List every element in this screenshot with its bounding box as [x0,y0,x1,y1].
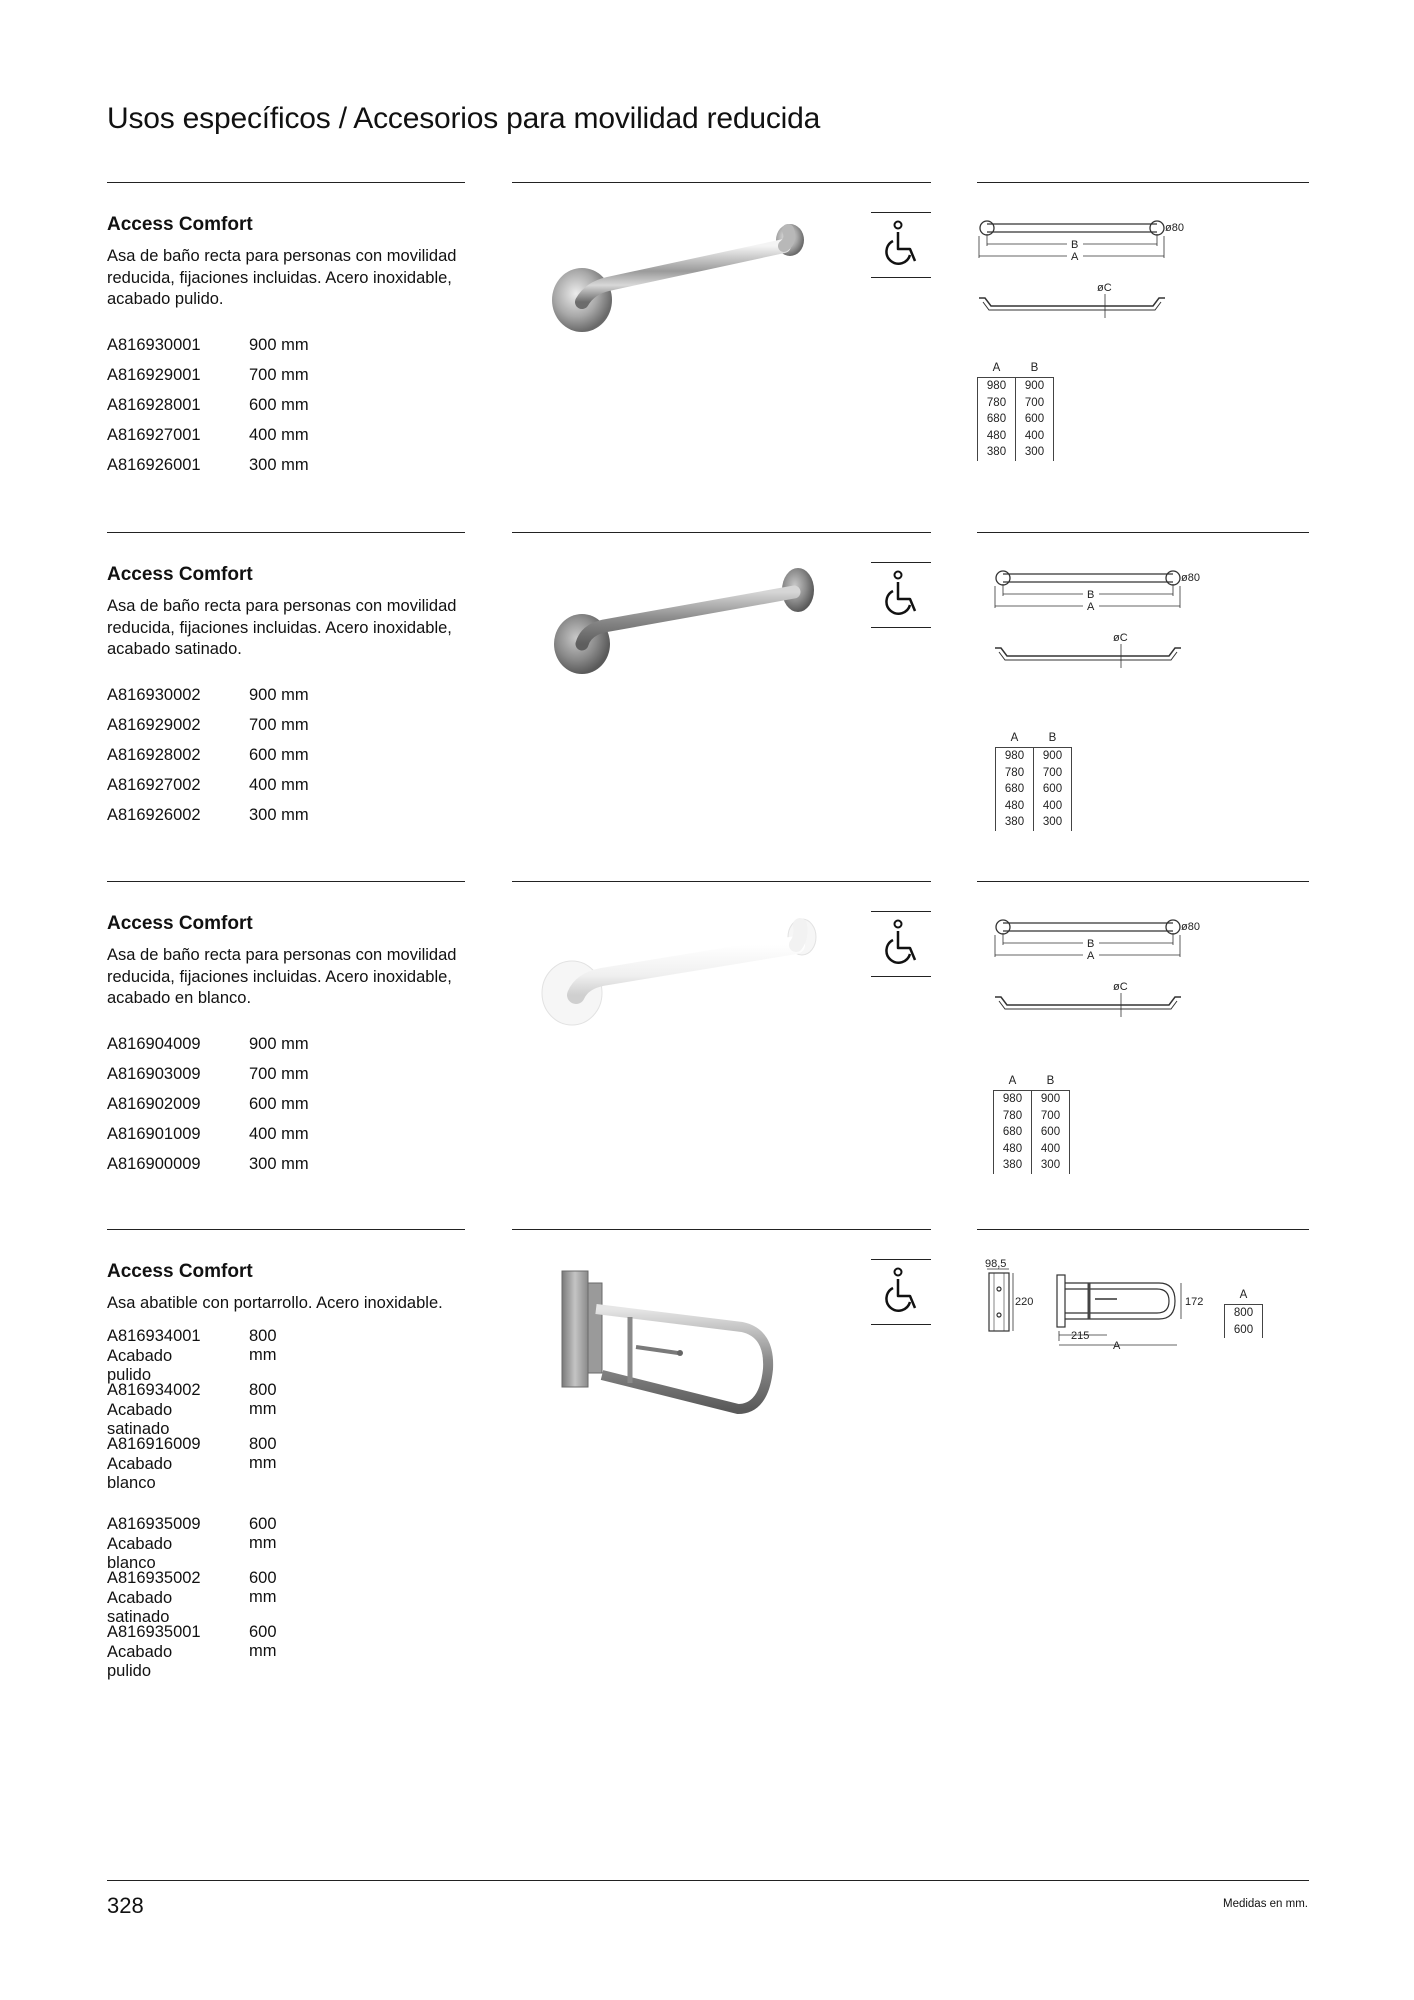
dim-b-value: 900 [1034,748,1072,765]
dim-label-dc: øC [1113,632,1128,644]
code-row [107,390,309,420]
dim-b-value: 400 [1034,798,1072,815]
product-size: 900 mm [249,1034,309,1053]
product-code: A816928001 [107,395,201,414]
page-number: 328 [107,1893,144,1918]
code-row [107,420,309,450]
dim-b-value: 900 [1016,378,1054,395]
product-size: 400 mm [249,425,309,444]
dim-b-value: 300 [1032,1157,1070,1174]
product-code: A816935001 [107,1623,201,1641]
dim-b-value: 700 [1016,395,1054,412]
dim-label-dc: øC [1113,981,1128,993]
product-code: A816928002 [107,745,201,764]
product-code: A816930001 [107,335,201,354]
code-row [107,330,309,360]
product-code: A816929001 [107,365,201,384]
product-description: Asa de baño recta para personas con movilidad reducida, fijaciones incluidas. Acero inoxidable, acabado satinado. [107,597,457,658]
col-a-header: A [1010,732,1019,744]
divider [107,182,465,183]
col-a-header: A [992,362,1001,374]
product-size: 700 mm [249,365,309,384]
divider [512,1229,931,1230]
product-section-3 [0,881,1414,1221]
code-row [107,1029,309,1059]
dim-a-value: 680 [996,781,1034,798]
divider [977,532,1309,533]
product-finish: Acabado satinado [107,1401,173,1438]
product-size: 900 mm [249,335,309,354]
col-a-header: A [1239,1289,1248,1301]
divider [512,182,931,183]
dim-label-a: A [1113,1340,1121,1352]
dim-label-offset: 215 [1071,1330,1090,1342]
accessibility-badge [871,1259,931,1325]
divider [512,881,931,882]
code-row [107,710,309,740]
product-size: 800 mm [249,1435,277,1472]
product-size: 600 mm [249,1515,277,1552]
code-row [107,1059,309,1089]
product-size: 600 mm [249,395,309,414]
accessibility-badge [871,212,931,278]
swing-up-bar-drawing [977,1259,1227,1359]
code-row [107,1149,309,1179]
product-name: Access Comfort [107,1261,253,1282]
product-code: A816901009 [107,1124,201,1143]
code-row [107,680,309,710]
product-description: Asa de baño recta para personas con movilidad reducida, fijaciones incluidas. Acero inoxidable, acabado pulido. [107,247,457,308]
divider [512,532,931,533]
dim-label-b: B [1087,589,1095,601]
code-row [107,1089,309,1119]
product-code: A816926002 [107,805,201,824]
code-list [107,1029,309,1179]
dim-a-value: 380 [994,1157,1032,1174]
product-name: Access Comfort [107,913,253,934]
product-size: 300 mm [249,1154,309,1173]
product-finish: Acabado satinado [107,1589,173,1626]
dim-a-value: 980 [996,748,1034,765]
product-description: Asa abatible con portarrollo. Acero inoxidable. [107,1294,443,1312]
product-section-2 [0,532,1414,872]
product-code: A816927001 [107,425,201,444]
dim-label-b: B [1087,938,1095,950]
dim-b-value: 600 [1016,411,1054,428]
product-code: A816929002 [107,715,201,734]
product-finish: Acabado blanco [107,1455,173,1492]
code-list [107,680,309,830]
product-name: Access Comfort [107,564,253,585]
dimension-table [977,362,1054,461]
dimension-table-a [1224,1289,1263,1338]
dim-a-value: 480 [978,428,1016,445]
page-title: Usos específicos / Accesorios para movilidad reducida [107,102,821,135]
footer-divider [107,1880,1309,1881]
product-code: A816927002 [107,775,201,794]
grab-bar-drawing [993,568,1213,688]
product-size: 300 mm [249,455,309,474]
footer-note: Medidas en mm. [1222,1898,1308,1910]
dim-a-value: 980 [978,378,1016,395]
product-size: 300 mm [249,805,309,824]
divider [107,532,465,533]
code-row [107,740,309,770]
product-code: A816926001 [107,455,201,474]
product-size: 800 mm [249,1381,277,1418]
dim-a-value: 480 [996,798,1034,815]
dim-b-value: 600 [1032,1124,1070,1141]
product-finish: Acabado pulido [107,1643,173,1680]
dim-label-height: 220 [1015,1296,1034,1308]
product-size: 800 mm [249,1327,277,1364]
product-code: A816916009 [107,1435,201,1453]
code-row [107,450,309,480]
dim-b-value: 600 [1034,781,1072,798]
product-finish: Acabado blanco [107,1535,173,1572]
divider [977,1229,1309,1230]
dim-label-width: 98,5 [985,1259,1007,1270]
product-code: A816935009 [107,1515,201,1533]
dim-label-a: A [1087,950,1095,962]
dim-a-value: 480 [994,1141,1032,1158]
product-size: 600 mm [249,1569,277,1606]
dim-label-d80: ø80 [1181,921,1200,933]
product-description: Asa de baño recta para personas con movilidad reducida, fijaciones incluidas. Acero inoxidable, acabado en blanco. [107,946,457,1007]
wheelchair-icon [881,1266,921,1316]
dim-b-value: 700 [1032,1108,1070,1125]
dim-label-a: A [1087,601,1095,613]
dim-label-d80: ø80 [1165,222,1184,234]
dim-b-value: 300 [1016,444,1054,461]
code-row [107,360,309,390]
accessibility-badge [871,911,931,977]
wheelchair-icon [881,918,921,968]
dimension-table [995,732,1072,831]
dimension-table [993,1075,1070,1174]
product-code: A816900009 [107,1154,201,1173]
product-code: A816902009 [107,1094,201,1113]
product-size: 900 mm [249,685,309,704]
code-row [107,800,309,830]
dim-a-value: 680 [994,1124,1032,1141]
dim-label-b: B [1071,239,1079,251]
product-size: 600 mm [249,745,309,764]
grab-bar-satin-photo [512,552,852,702]
swing-up-grab-bar-photo [512,1269,852,1469]
product-size: 600 mm [249,1623,277,1660]
product-size: 400 mm [249,1124,309,1143]
dim-a-value: 800 [1225,1305,1263,1322]
grab-bar-drawing [993,917,1213,1037]
dim-label-depth: 172 [1185,1296,1204,1308]
product-code: A816903009 [107,1064,201,1083]
wheelchair-icon [881,219,921,269]
product-size: 600 mm [249,1094,309,1113]
dim-b-value: 400 [1016,428,1054,445]
product-section-4 [0,1229,1414,1689]
product-code: A816930002 [107,685,201,704]
accessibility-badge [871,562,931,628]
product-code: A816934002 [107,1381,201,1399]
dim-label-d80: ø80 [1181,572,1200,584]
col-b-header: B [1046,1075,1055,1087]
product-size: 400 mm [249,775,309,794]
dim-a-value: 380 [996,814,1034,831]
code-row [107,770,309,800]
dim-a-value: 780 [978,395,1016,412]
dim-a-value: 680 [978,411,1016,428]
dim-a-value: 980 [994,1091,1032,1108]
code-row [107,1119,309,1149]
divider [107,1229,465,1230]
code-list [107,330,309,480]
product-code: A816904009 [107,1034,201,1053]
dim-b-value: 300 [1034,814,1072,831]
product-name: Access Comfort [107,214,253,235]
product-code: A816935002 [107,1569,201,1587]
product-code: A816934001 [107,1327,201,1345]
wheelchair-icon [881,569,921,619]
product-size: 700 mm [249,1064,309,1083]
dim-a-value: 780 [994,1108,1032,1125]
col-b-header: B [1048,732,1057,744]
product-section-1 [0,182,1414,522]
grab-bar-drawing [977,218,1197,338]
product-size: 700 mm [249,715,309,734]
dim-b-value: 900 [1032,1091,1070,1108]
divider [107,881,465,882]
grab-bar-polished-photo [512,202,852,352]
divider [977,881,1309,882]
grab-bar-white-photo [512,901,852,1051]
dim-b-value: 400 [1032,1141,1070,1158]
dim-label-a: A [1071,251,1079,263]
dim-a-value: 600 [1225,1322,1263,1339]
dim-label-dc: øC [1097,282,1112,294]
col-b-header: B [1030,362,1039,374]
divider [977,182,1309,183]
product-finish: Acabado pulido [107,1347,173,1384]
dim-a-value: 380 [978,444,1016,461]
dim-b-value: 700 [1034,765,1072,782]
col-a-header: A [1008,1075,1017,1087]
dim-a-value: 780 [996,765,1034,782]
